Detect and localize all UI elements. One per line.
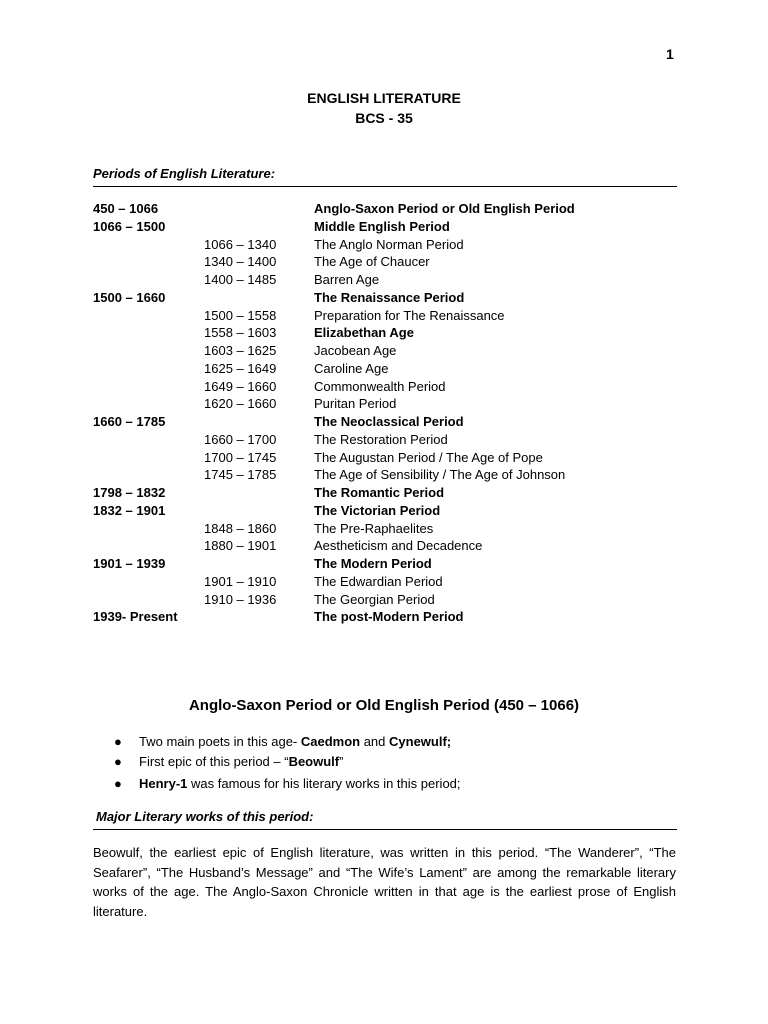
bullet-icon: ● xyxy=(114,754,122,769)
period-name: Barren Age xyxy=(314,272,380,287)
periods-divider xyxy=(93,186,677,187)
bullet-icon: ● xyxy=(114,734,122,749)
period-range: 1625 – 1649 xyxy=(204,360,277,376)
period-row-main xyxy=(0,289,768,307)
period-range: 1832 – 1901 xyxy=(93,502,166,518)
period-name: Commonwealth Period xyxy=(314,378,446,394)
period-row-main xyxy=(0,555,768,573)
period-range: 1745 – 1785 xyxy=(204,467,277,483)
period-range: 1700 – 1745 xyxy=(204,449,277,465)
period-row-sub xyxy=(0,253,768,271)
period-row-main xyxy=(0,608,768,626)
period-row-main xyxy=(0,413,768,431)
period-name: The Romantic Period xyxy=(314,485,445,500)
period-range: 1848 – 1860 xyxy=(204,520,277,536)
document-title: ENGLISH LITERATURE xyxy=(307,90,461,106)
period-range: 1880 – 1901 xyxy=(204,538,277,554)
period-name: The post-Modern Period xyxy=(314,609,464,625)
period-row-main xyxy=(0,200,768,218)
period-range: 1939- Present xyxy=(93,609,178,625)
period-range: 1400 – 1485 xyxy=(204,272,277,287)
period-name: The Edwardian Period xyxy=(314,573,443,589)
bullet-text: First epic of this period – “Beowulf” xyxy=(139,754,344,769)
period-range: 1901 – 1910 xyxy=(204,573,277,589)
period-name: The Neoclassical Period xyxy=(314,414,464,429)
period-name: Jacobean Age xyxy=(314,343,397,358)
period-row-main xyxy=(0,218,768,236)
period-row-main xyxy=(0,484,768,502)
period-row-sub xyxy=(0,537,768,555)
period-range: 1910 – 1936 xyxy=(204,591,277,607)
period-row-sub xyxy=(0,431,768,449)
period-name: The Renaissance Period xyxy=(314,289,465,305)
period-range: 1603 – 1625 xyxy=(204,343,277,358)
page-number: 1 xyxy=(666,46,674,62)
period-row-sub xyxy=(0,591,768,609)
period-range: 1340 – 1400 xyxy=(204,254,277,270)
period-name: Elizabethan Age xyxy=(314,325,414,341)
period-name: The Age of Chaucer xyxy=(314,254,430,270)
period-row-sub xyxy=(0,466,768,484)
period-range: 1066 – 1500 xyxy=(93,218,166,234)
period-name: The Pre-Raphaelites xyxy=(314,520,434,536)
period-name: The Age of Sensibility / The Age of Johnson xyxy=(314,467,566,483)
period-range: 1901 – 1939 xyxy=(93,556,166,571)
period-name: The Restoration Period xyxy=(314,431,448,447)
period-row-sub xyxy=(0,307,768,325)
period-row-sub xyxy=(0,236,768,254)
period-range: 450 – 1066 xyxy=(93,201,159,216)
period-range: 1558 – 1603 xyxy=(204,325,277,341)
periods-label: Periods of English Literature: xyxy=(93,166,276,181)
document-subtitle: BCS - 35 xyxy=(355,110,413,126)
period-name: Puritan Period xyxy=(314,396,397,412)
period-name: Caroline Age xyxy=(314,360,389,376)
works-divider xyxy=(93,829,677,830)
period-name: The Modern Period xyxy=(314,556,432,571)
period-range: 1066 – 1340 xyxy=(204,236,277,252)
period-name: The Georgian Period xyxy=(314,591,435,607)
bullet-icon: ● xyxy=(114,776,122,791)
works-label: Major Literary works of this period: xyxy=(96,809,314,824)
period-name: The Anglo Norman Period xyxy=(314,236,464,252)
period-name: Anglo-Saxon Period or Old English Period xyxy=(314,201,575,216)
bullet-text: Two main poets in this age- Caedmon and Cynewulf; xyxy=(139,734,452,749)
period-name: The Augustan Period / The Age of Pope xyxy=(314,449,543,465)
period-row-sub xyxy=(0,324,768,342)
period-row-sub xyxy=(0,573,768,591)
period-name: Preparation for The Renaissance xyxy=(314,307,505,323)
period-row-sub xyxy=(0,360,768,378)
period-row-sub xyxy=(0,342,768,360)
period-row-sub xyxy=(0,271,768,289)
period-row-sub xyxy=(0,449,768,467)
period-range: 1500 – 1660 xyxy=(93,289,166,305)
period-range: 1798 – 1832 xyxy=(93,485,166,500)
period-name: Aestheticism and Decadence xyxy=(314,538,483,554)
period-name: The Victorian Period xyxy=(314,502,441,518)
period-range: 1649 – 1660 xyxy=(204,378,277,394)
period-range: 1660 – 1785 xyxy=(93,414,166,429)
bullet-text: Henry-1 was famous for his literary works in this period; xyxy=(139,776,461,791)
period-range: 1500 – 1558 xyxy=(204,307,277,323)
period-row-main xyxy=(0,502,768,520)
period-name: Middle English Period xyxy=(314,218,450,234)
period-range: 1620 – 1660 xyxy=(204,396,277,412)
period-range: 1660 – 1700 xyxy=(204,431,277,447)
section-heading: Anglo-Saxon Period or Old English Period (450 – 1066) xyxy=(188,697,580,714)
period-row-sub xyxy=(0,395,768,413)
period-row-sub xyxy=(0,378,768,396)
body-paragraph: Beowulf, the earliest epic of English literature, was written in this period. “The Wanderer”, “The Seafarer”, “The Husband’s Message” and “The Wife’s Lament” are among the remarkable literary works of the age. The Anglo-Saxon Chronicle written in that age is the earliest prose of English literature. xyxy=(93,845,676,919)
period-row-sub xyxy=(0,520,768,538)
